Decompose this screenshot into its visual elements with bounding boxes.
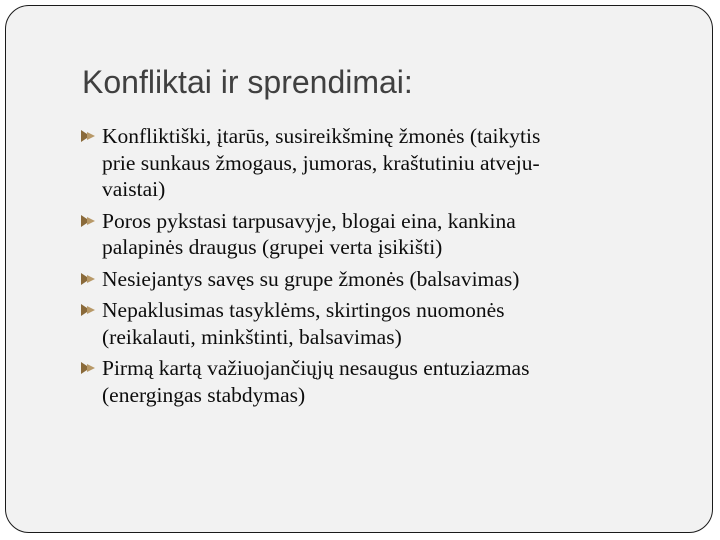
bullet-item <box>80 123 680 203</box>
arrow-bullet-icon <box>80 361 98 375</box>
arrow-bullet-icon <box>80 272 98 286</box>
bullet-text-continued: prie sunkaus žmogaus, jumoras, kraštutiniu atveju- <box>102 150 540 175</box>
bullet-item <box>80 208 680 261</box>
arrow-bullet-icon <box>80 303 98 317</box>
bullet-text-continued: palapinės draugus (grupei verta įsikišti) <box>102 235 443 259</box>
bullet-text-continued: (energingas stabdymas) <box>102 382 306 407</box>
bullet-text: Nepaklusimas tasyklėms, skirtingos nuomonės <box>102 298 505 322</box>
bullet-text: Konfliktiški, įtarūs, susireikšminę žmonės (taikytis <box>102 124 541 148</box>
arrow-bullet-icon <box>80 129 98 143</box>
bullet-list <box>80 123 680 413</box>
bullet-text: Poros pykstasi tarpusavyje, blogai eina, kankina <box>102 208 516 233</box>
bullet-text-continued: (reikalauti, minkštinti, balsavimas) <box>102 324 402 349</box>
bullet-text-continued: vaistai) <box>102 177 166 201</box>
arrow-bullet-icon <box>80 214 98 228</box>
bullet-item <box>80 355 680 408</box>
bullet-text: Pirmą kartą važiuojančiųjų nesaugus entuziazmas <box>102 356 530 380</box>
bullet-item <box>80 297 680 350</box>
bullet-text: Nesiejantys savęs su grupe žmonės (balsavimas) <box>102 266 520 291</box>
slide <box>5 5 713 533</box>
bullet-item <box>80 266 680 293</box>
slide-title: Konfliktai ir sprendimai: <box>82 64 413 100</box>
